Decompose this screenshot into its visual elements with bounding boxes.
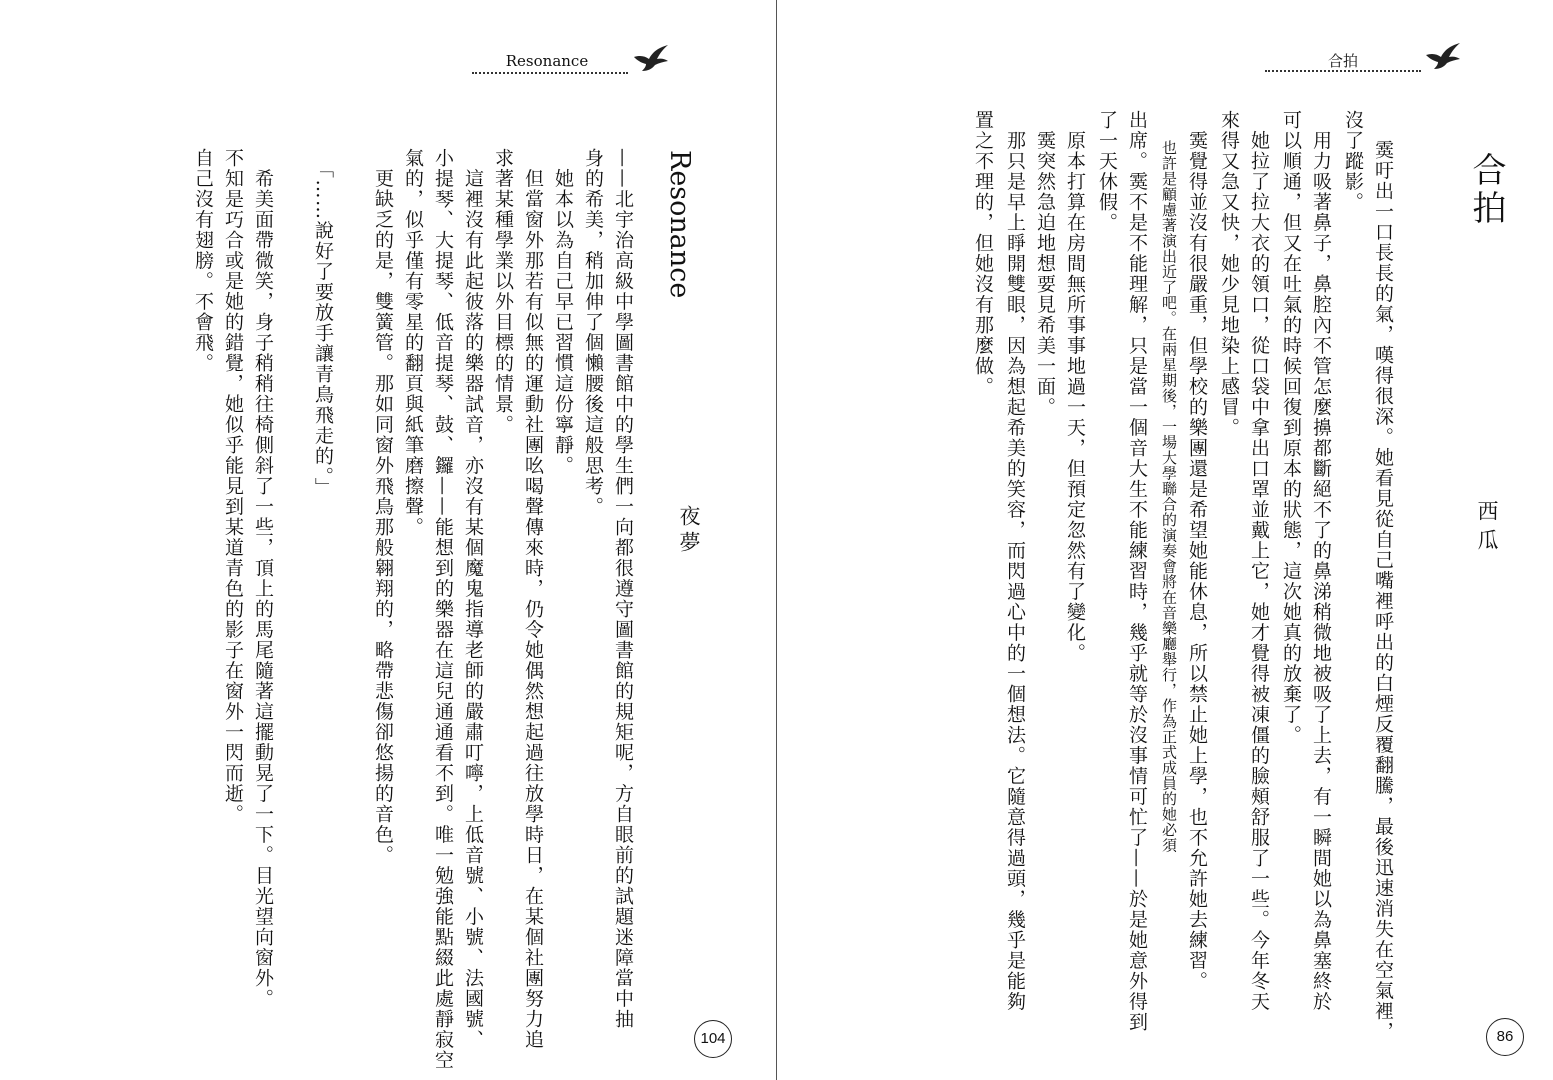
- text-line: ——北宇治高級中學圖書館中的學生們一向都很遵守圖書館的規矩呢，方自眼前的試題迷障當中抽: [612, 148, 634, 1030]
- page-number: 86: [1486, 1018, 1524, 1056]
- text-line: 出席。霙不是不能理解，只是當一個音大生不能練習時，幾乎就等於沒事情可忙了——於是她意外得到: [1126, 110, 1148, 1033]
- text-line: 原本打算在房間無所事事地過一天，但預定忽然有了變化。: [1064, 110, 1086, 664]
- left-page: [0, 0, 776, 1080]
- text-line: 沒了蹤影。: [1342, 110, 1364, 213]
- text-line: 可以順通，但又在吐氣的時候回復到原本的狀態，這次她真的放棄了。: [1280, 110, 1302, 746]
- text-line: 也許是顧慮著演出近了吧。在兩星期後，一場大學聯合的演奏會將在音樂廳舉行，作為正式成員的她必須: [1160, 140, 1178, 853]
- text-line: 霙突然急迫地想要見希美一面。: [1034, 110, 1056, 418]
- running-head-rule-left: [472, 72, 628, 74]
- text-line: 身的希美，稍加伸了個懶腰後這般思考。: [582, 148, 604, 517]
- text-line: 那只是早上睜開雙眼，因為想起希美的笑容，而閃過心中的一個想法。它隨意得過頭，幾乎是能夠: [1004, 110, 1026, 1012]
- story-author: 夜夢: [677, 505, 701, 557]
- running-head-rule-right: [1265, 70, 1421, 72]
- story-author: 西瓜: [1475, 500, 1499, 558]
- text-line: 用力吸著鼻子，鼻腔內不管怎麼擤都斷絕不了的鼻涕稍微地被吸了上去，有一瞬間她以為鼻塞終於: [1310, 110, 1332, 1012]
- running-head-right: 合拍: [1327, 52, 1358, 70]
- text-line: 不知是巧合或是她的錯覺，她似乎能見到某道青色的影子在窗外一閃而逝。: [222, 148, 244, 825]
- text-line: 這裡沒有此起彼落的樂器試音，亦沒有某個魔鬼指導老師的嚴肅叮嚀，上低音號、小號、法國號、: [462, 148, 484, 1050]
- text-line: 更缺乏的是，雙簧管。那如同窗外飛鳥那般翱翔的，略帶悲傷卻悠揚的音色。: [372, 148, 394, 866]
- text-line: 她拉了拉大衣的領口，從口袋中拿出口罩並戴上它，她才覺得被凍僵的臉頰舒服了一些。今年冬天: [1248, 110, 1270, 1012]
- story-title: Resonance: [664, 150, 695, 299]
- right-page: [778, 0, 1553, 1080]
- text-line: 求著某種學業以外目標的情景。: [492, 148, 514, 435]
- text-line: 「……說好了要放手讓青鳥飛走的。」: [312, 148, 334, 498]
- text-line: 希美面帶微笑，身子稍稍往椅側斜了一些，頂上的馬尾隨著這擺動晃了一下。目光望向窗外。: [252, 148, 274, 1009]
- text-line: 霙覺得並沒有很嚴重，但學校的樂團還是希望她能休息，所以禁止她上學，也不允許她去練習。: [1186, 110, 1208, 992]
- bird-icon: [1424, 42, 1462, 70]
- text-line: 她本以為自己早已習慣這份寧靜。: [552, 148, 574, 476]
- running-head-left: Resonance: [505, 52, 589, 70]
- text-line: 了一天休假。: [1096, 110, 1118, 233]
- page-number: 104: [694, 1020, 732, 1058]
- text-line: 氣的，似乎僅有零星的翻頁與紙筆磨擦聲。: [402, 148, 424, 538]
- text-line: 置之不理的，但她沒有那麼做。: [972, 110, 994, 397]
- story-title: 合拍: [1466, 152, 1506, 228]
- text-line: 自己沒有翅膀。不會飛。: [192, 148, 214, 374]
- text-line: 來得又急又快，她少見地染上感冒。: [1218, 110, 1240, 438]
- bird-icon: [632, 44, 670, 72]
- text-line: 霙吁出一口長長的氣，嘆得很深。她看見從自己嘴裡呼出的白煙反覆翻騰，最後迅速消失在空氣裡，: [1372, 140, 1394, 1042]
- text-line: 小提琴、大提琴、低音提琴、鼓、鑼——能想到的樂器在這兒通通看不到。唯一勉強能點綴此處靜寂空: [432, 148, 454, 1071]
- text-line: 但當窗外那若有似無的運動社團吆喝聲傳來時，仍令她偶然想起過往放學時日，在某個社團努力追: [522, 148, 544, 1050]
- book-spine: [776, 0, 777, 1080]
